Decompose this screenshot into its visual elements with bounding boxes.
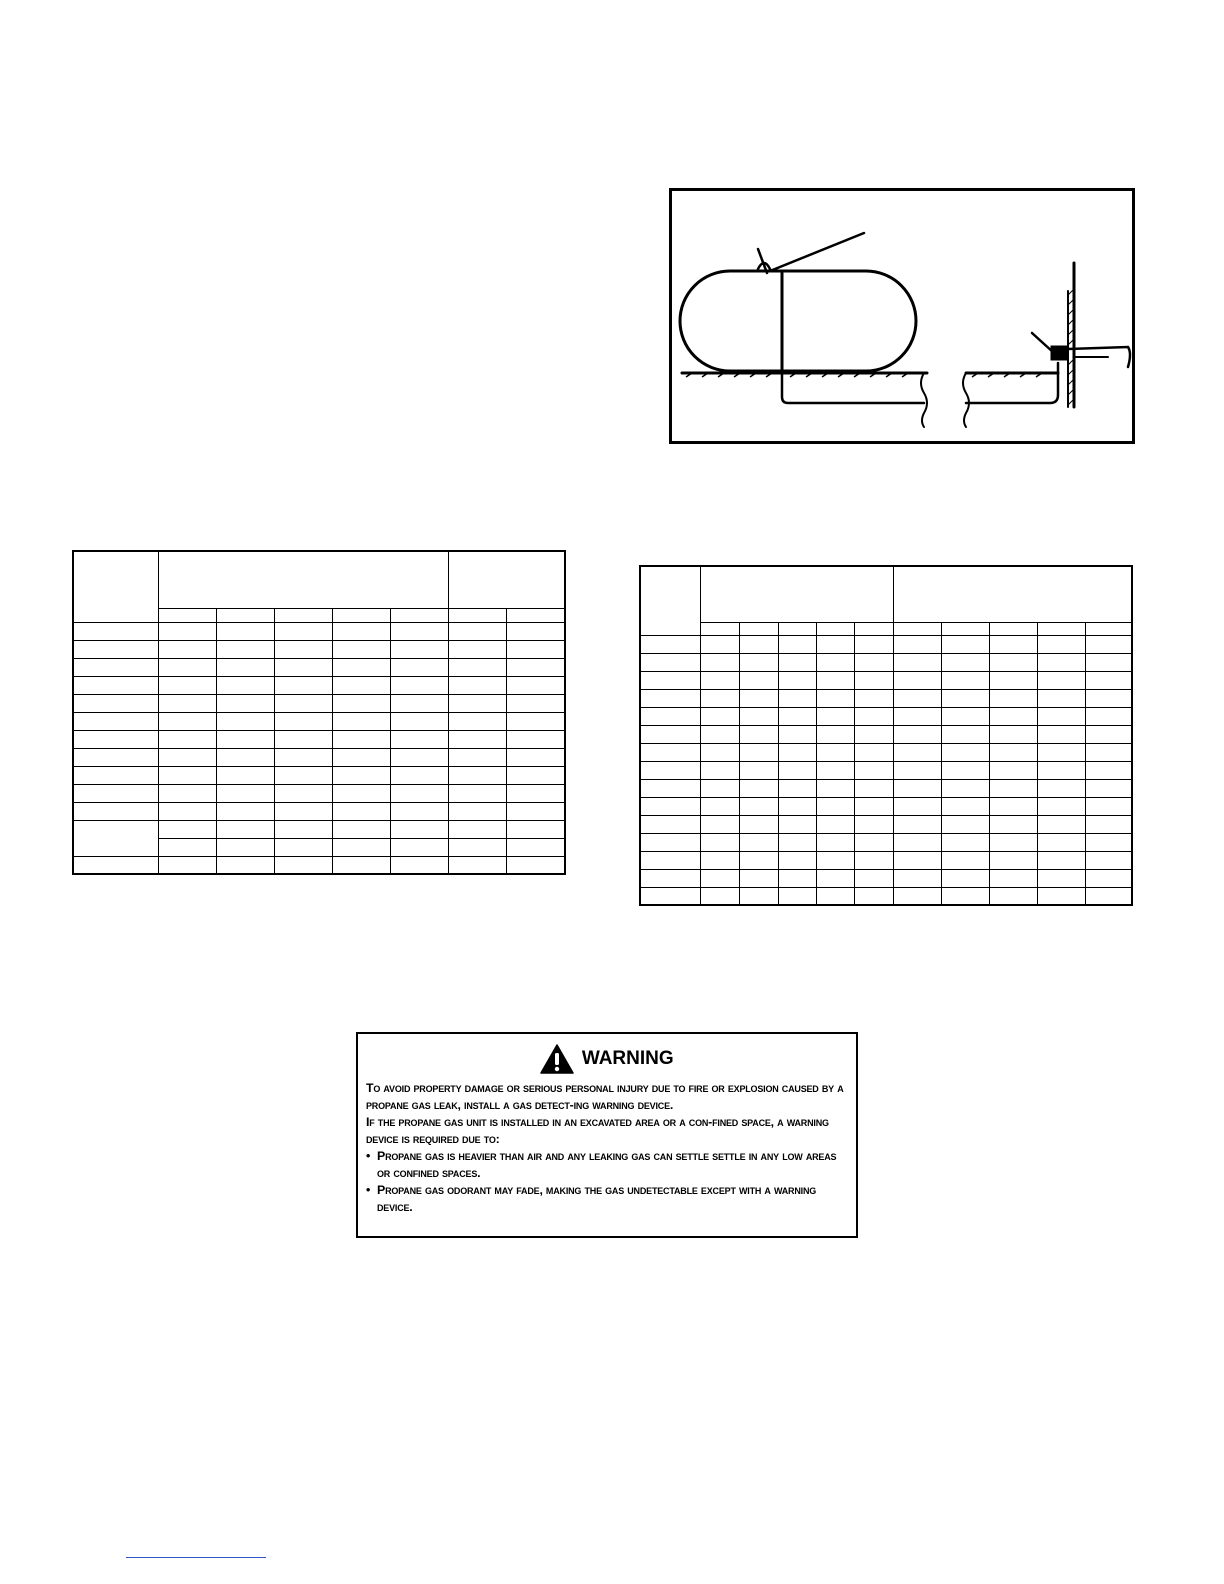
bullet-icon: • <box>366 1149 371 1163</box>
table-row <box>73 622 565 640</box>
table-row <box>73 784 565 802</box>
propane-warning-box <box>356 1032 858 1238</box>
warning-text <box>366 1080 848 1216</box>
table-row <box>73 730 565 748</box>
warning-bullet-text: Propane gas odorant may fade, making the gas undetectable except with a warning device. <box>377 1183 817 1214</box>
table-row <box>640 797 1132 815</box>
table-row <box>640 761 1132 779</box>
table-row <box>640 689 1132 707</box>
warning-paragraph-2: If the propane gas unit is installed in an excavated area or a con-fined space, a warning device is required due to: <box>366 1115 829 1146</box>
table-header-cell <box>640 566 700 635</box>
table-row <box>73 856 565 874</box>
table-row <box>640 743 1132 761</box>
table-header-cell <box>700 566 893 622</box>
right-pipe-sizing-table <box>639 565 1133 906</box>
warning-paragraph-1: To avoid property damage or serious personal injury due to fire or explosion caused by a propane gas leak, install a gas detect-ing warning device. <box>366 1081 844 1112</box>
warning-title: WARNING <box>581 1048 674 1069</box>
table-row <box>640 779 1132 797</box>
table-row <box>640 815 1132 833</box>
table-row <box>640 851 1132 869</box>
table-row <box>73 820 565 838</box>
table-header-row <box>73 551 565 608</box>
table-row <box>640 869 1132 887</box>
table-row <box>640 725 1132 743</box>
warning-bullet-text: Propane gas is heavier than air and any leaking gas can settle settle in any low areas or confined spaces. <box>377 1149 837 1180</box>
table-header-cell <box>73 551 158 622</box>
warning-bullet <box>366 1182 848 1216</box>
table-row <box>640 635 1132 653</box>
warning-triangle-icon <box>540 1044 574 1074</box>
warning-bullet <box>366 1148 848 1182</box>
table-header-cell <box>448 551 565 608</box>
propane-tank <box>680 271 916 371</box>
table-row <box>73 694 565 712</box>
table-row <box>640 833 1132 851</box>
footer-link-underline[interactable] <box>126 1557 266 1558</box>
table-row <box>73 802 565 820</box>
table-row <box>640 653 1132 671</box>
table-subheader-row <box>640 622 1132 635</box>
table-header-cell <box>893 566 1132 622</box>
table-row <box>73 766 565 784</box>
table-row <box>640 671 1132 689</box>
bullet-icon: • <box>366 1183 371 1197</box>
table-header-row <box>640 566 1132 622</box>
table-row <box>73 640 565 658</box>
left-pipe-sizing-table <box>72 550 566 875</box>
tank-diagram <box>672 191 1132 441</box>
warning-header <box>366 1044 848 1074</box>
table-row <box>73 748 565 766</box>
tank-piping-figure <box>669 188 1135 444</box>
table-row <box>640 707 1132 725</box>
table-row <box>73 676 565 694</box>
table-row <box>640 887 1132 905</box>
table-header-cell <box>158 551 448 608</box>
table-row <box>73 658 565 676</box>
table-row <box>73 712 565 730</box>
